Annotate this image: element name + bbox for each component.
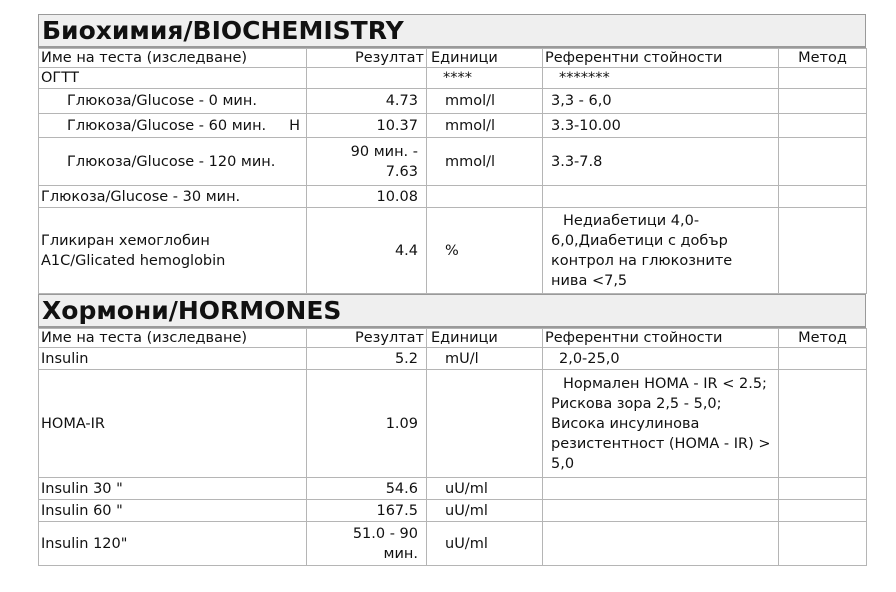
test-name-cell	[39, 114, 307, 138]
header-reference: Референтни стойности	[543, 329, 779, 348]
units: ****	[427, 68, 543, 89]
reference-range: Нормален HOMA - IR < 2.5; Рискова зора 2,5 - 5,0; Висока инсулинова резистентност (HOMA - IR) > 5,0	[543, 370, 779, 478]
reference-range	[543, 186, 779, 208]
method	[779, 89, 867, 114]
reference-range	[543, 478, 779, 500]
reference-range	[543, 522, 779, 566]
result-value: 90 мин. - 7.63	[307, 138, 427, 186]
reference-range	[543, 500, 779, 522]
result-value: 4.4	[307, 208, 427, 294]
table-row	[39, 500, 867, 522]
table-row	[39, 68, 867, 89]
test-name: Глюкоза/Glucose - 30 мин.	[39, 186, 307, 208]
method	[779, 68, 867, 89]
reference-range: Недиабетици 4,0-6,0,Диабетици с добър контрол на глюкозните нива <7,5	[543, 208, 779, 294]
result-value: 4.73	[307, 89, 427, 114]
biochemistry-table	[38, 48, 867, 294]
method	[779, 208, 867, 294]
test-name: ОГТТ	[39, 68, 307, 89]
table-row	[39, 522, 867, 566]
header-method: Метод	[779, 329, 867, 348]
abnormal-flag: H	[289, 117, 300, 134]
method	[779, 370, 867, 478]
table-header-row	[39, 329, 867, 348]
units	[427, 186, 543, 208]
test-name: Insulin	[39, 348, 307, 370]
header-result: Резултат	[307, 329, 427, 348]
units: mmol/l	[427, 89, 543, 114]
reference-range: 3.3-7.8	[543, 138, 779, 186]
header-units: Единици	[427, 329, 543, 348]
table-row	[39, 89, 867, 114]
result-value: 1.09	[307, 370, 427, 478]
reference-range: *******	[543, 68, 779, 89]
units: uU/ml	[427, 478, 543, 500]
method	[779, 522, 867, 566]
method	[779, 500, 867, 522]
table-row	[39, 478, 867, 500]
table-row	[39, 138, 867, 186]
test-name: Глюкоза/Glucose - 120 мин.	[39, 138, 307, 186]
units: mU/l	[427, 348, 543, 370]
result-value: 54.6	[307, 478, 427, 500]
table-row	[39, 208, 867, 294]
result-value: 167.5	[307, 500, 427, 522]
test-name: Глюкоза/Glucose - 0 мин.	[39, 89, 307, 114]
units: mmol/l	[427, 114, 543, 138]
method	[779, 138, 867, 186]
table-row	[39, 348, 867, 370]
header-units: Единици	[427, 49, 543, 68]
header-name: Име на теста (изследване)	[39, 49, 307, 68]
reference-range: 2,0-25,0	[543, 348, 779, 370]
lab-report	[38, 14, 866, 566]
table-row	[39, 186, 867, 208]
test-name: HOMA-IR	[39, 370, 307, 478]
units: %	[427, 208, 543, 294]
result-value: 10.08	[307, 186, 427, 208]
method	[779, 114, 867, 138]
test-name: Insulin 30 "	[39, 478, 307, 500]
result-value: 51.0 - 90 мин.	[307, 522, 427, 566]
test-name: Глюкоза/Glucose - 60 мин.	[67, 117, 267, 134]
test-name: Гликиран хемоглобин A1C/Glicated hemoglobin	[39, 208, 307, 294]
units: uU/ml	[427, 522, 543, 566]
units: mmol/l	[427, 138, 543, 186]
table-row	[39, 114, 867, 138]
reference-range: 3,3 - 6,0	[543, 89, 779, 114]
reference-range: 3.3-10.00	[543, 114, 779, 138]
header-result: Резултат	[307, 49, 427, 68]
test-name: Insulin 60 "	[39, 500, 307, 522]
table-row	[39, 370, 867, 478]
biochemistry-title: Биохимия/BIOCHEMISTRY	[38, 14, 866, 48]
method	[779, 348, 867, 370]
units: uU/ml	[427, 500, 543, 522]
hormones-title: Хормони/HORMONES	[38, 294, 866, 328]
header-method: Метод	[779, 49, 867, 68]
result-value	[307, 68, 427, 89]
header-reference: Референтни стойности	[543, 49, 779, 68]
result-value: 5.2	[307, 348, 427, 370]
test-name: Insulin 120"	[39, 522, 307, 566]
hormones-table	[38, 328, 867, 566]
result-value: 10.37	[307, 114, 427, 138]
units	[427, 370, 543, 478]
header-name: Име на теста (изследване)	[39, 329, 307, 348]
method	[779, 186, 867, 208]
table-header-row	[39, 49, 867, 68]
method	[779, 478, 867, 500]
